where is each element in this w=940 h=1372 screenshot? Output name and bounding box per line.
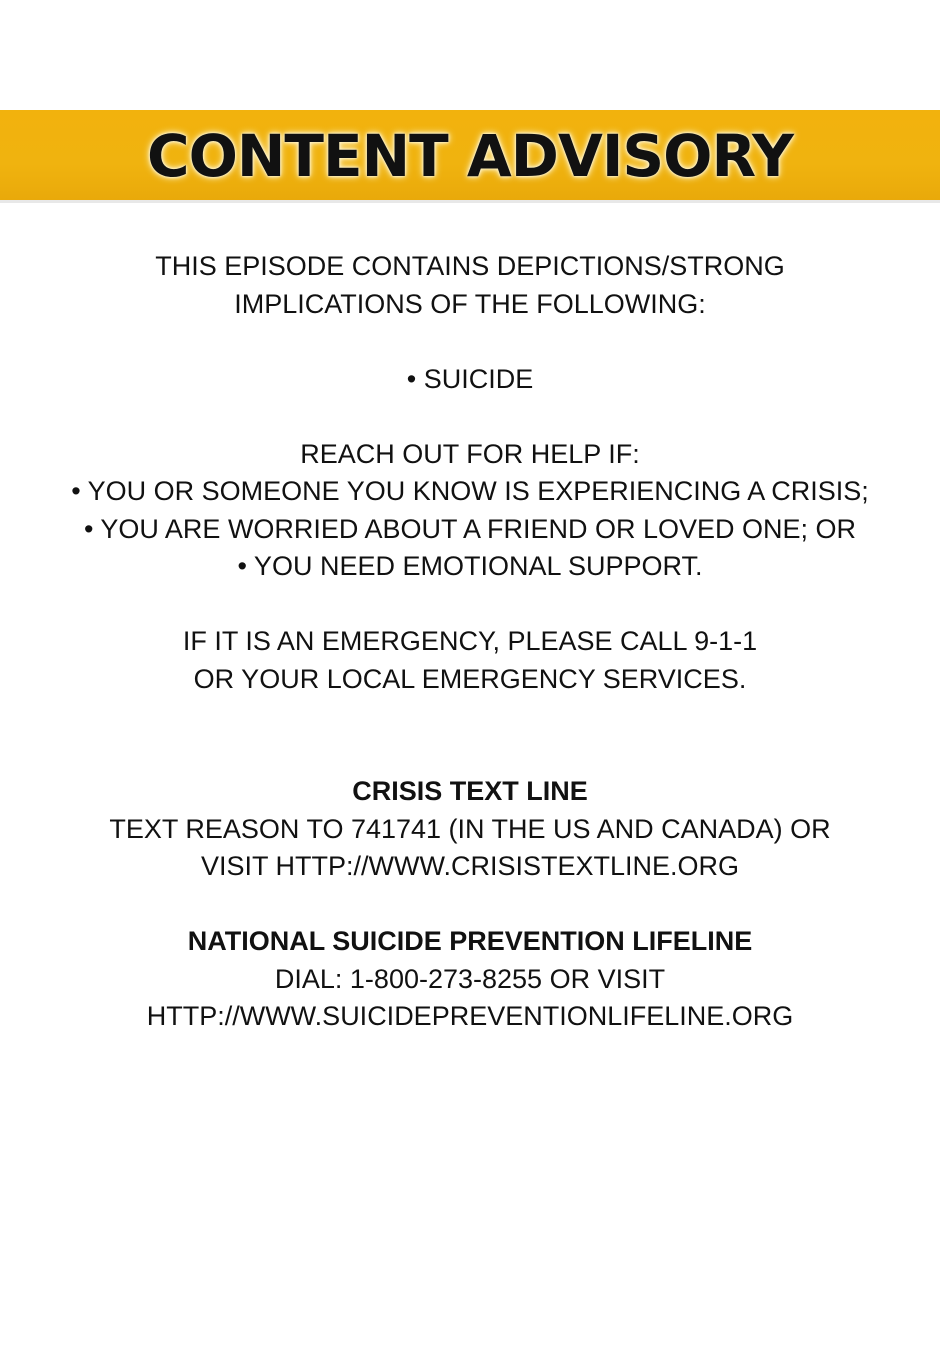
banner-title: CONTENT ADVISORY	[147, 122, 793, 190]
lifeline-link[interactable]: HTTP://WWW.SUICIDEPREVENTIONLIFELINE.ORG	[146, 1001, 794, 1031]
resource-link-line	[0, 998, 940, 1036]
resource-line: DIAL: 1-800-273-8255 OR VISIT	[274, 963, 666, 994]
resource-lifeline	[0, 923, 940, 1036]
resource-link-prefix: VISIT	[200, 851, 276, 881]
spacer	[0, 323, 940, 361]
crisis-text-line-link[interactable]: HTTP://WWW.CRISISTEXTLINE.ORG	[275, 851, 740, 881]
resource-title: NATIONAL SUICIDE PREVENTION LIFELINE	[187, 926, 753, 956]
advisory-content	[0, 248, 940, 1036]
help-item: • YOU NEED EMOTIONAL SUPPORT.	[237, 551, 703, 581]
help-item: • YOU OR SOMEONE YOU KNOW IS EXPERIENCING A CRISIS;	[71, 476, 869, 506]
resource-line: TEXT REASON TO 741741 (IN THE US AND CANADA) OR	[109, 813, 831, 844]
resource-crisis-text-line	[0, 773, 940, 886]
intro-line-2: IMPLICATIONS OF THE FOLLOWING:	[234, 288, 706, 319]
resource-title: CRISIS TEXT LINE	[352, 776, 588, 806]
emergency-line-1: IF IT IS AN EMERGENCY, PLEASE CALL 9-1-1	[182, 626, 758, 656]
advisory-banner	[0, 110, 940, 203]
spacer	[0, 586, 940, 624]
resource-link-line	[0, 848, 940, 886]
help-heading: REACH OUT FOR HELP IF:	[300, 438, 640, 469]
help-item: • YOU ARE WORRIED ABOUT A FRIEND OR LOVED ONE; OR	[83, 513, 857, 544]
topic-item: • SUICIDE	[406, 363, 534, 394]
spacer	[0, 398, 940, 436]
emergency-line-2: OR YOUR LOCAL EMERGENCY SERVICES.	[193, 663, 747, 694]
spacer	[0, 698, 940, 773]
spacer	[0, 886, 940, 924]
intro-line-1: THIS EPISODE CONTAINS DEPICTIONS/STRONG	[155, 251, 785, 281]
